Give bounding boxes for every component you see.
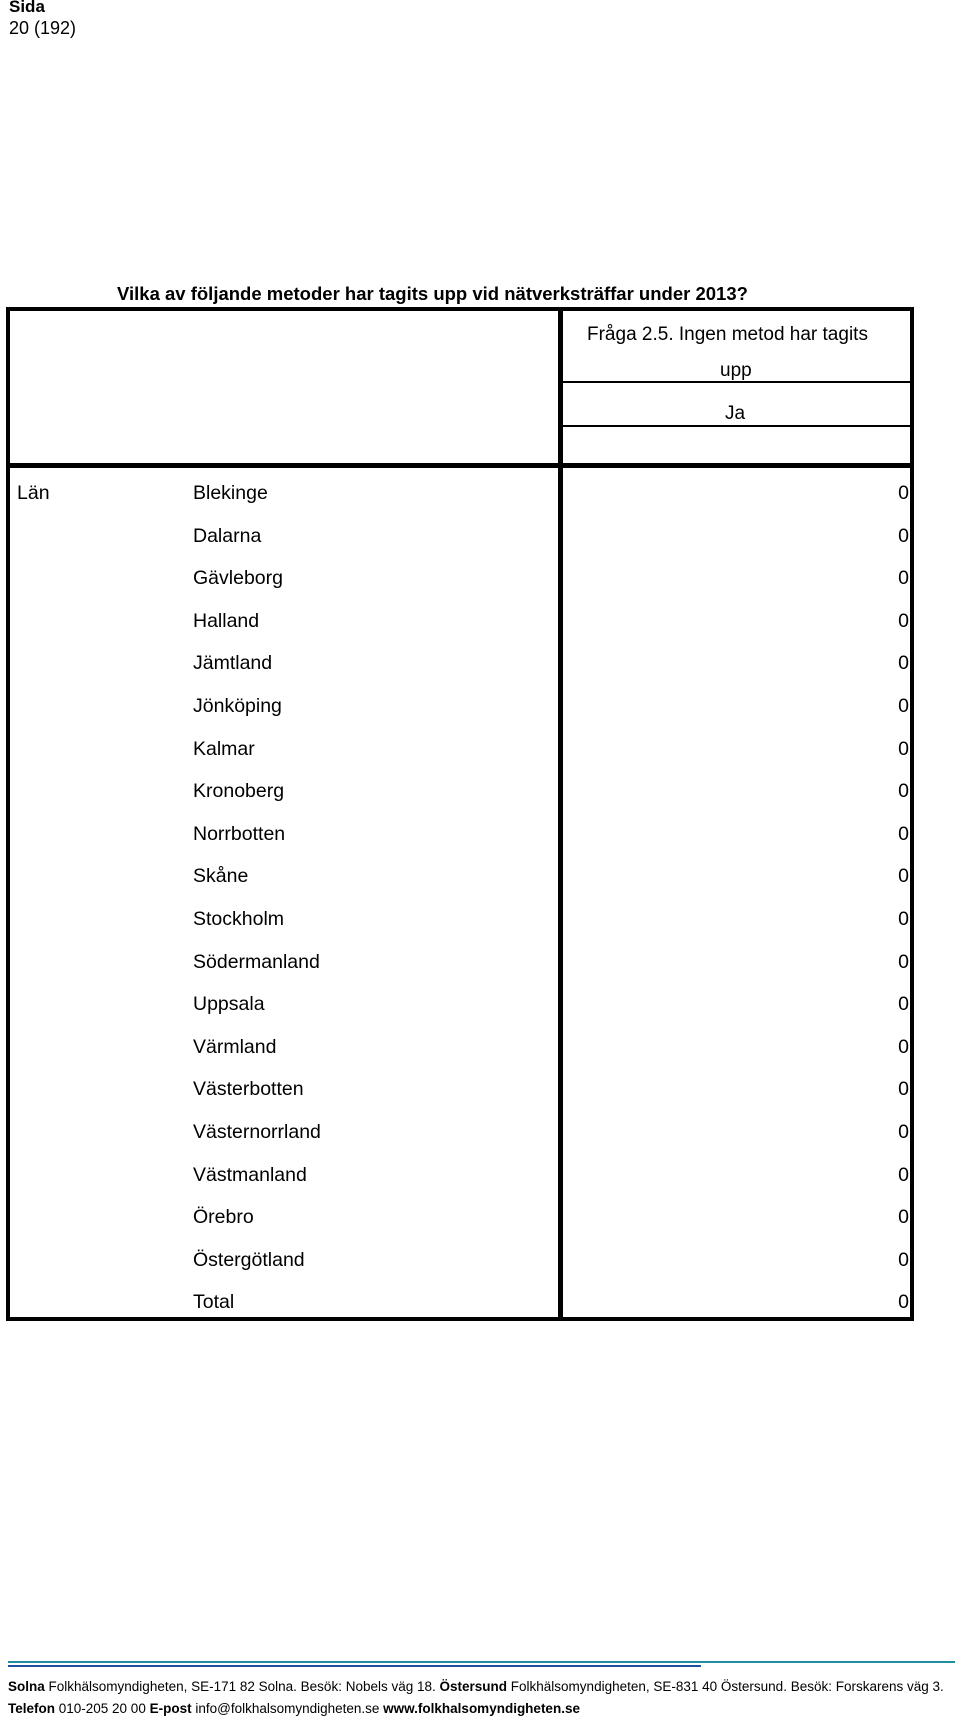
row-value: 0: [898, 993, 909, 1015]
crosstab-table: [6, 307, 914, 1321]
row-value: 0: [898, 823, 909, 845]
row-label: Kronoberg: [193, 780, 285, 802]
row-label: Västerbotten: [193, 1078, 304, 1100]
row-label: Dalarna: [193, 525, 262, 547]
row-value: 0: [898, 1249, 909, 1271]
footer-rule: [8, 1661, 955, 1663]
footer-segment: Folkhälsomyndigheten, SE-831 40 Östersund. Besök: Forskarens väg 3.: [507, 1679, 944, 1694]
subheader-rule: [563, 425, 911, 427]
row-value: 0: [898, 1036, 909, 1058]
page-number: 20 (192): [9, 18, 77, 38]
row-label: Värmland: [193, 1036, 277, 1058]
footer-segment: www.folkhalsomyndigheten.se: [383, 1701, 580, 1716]
row-label: Blekinge: [193, 482, 268, 504]
footer-segment: Telefon: [8, 1701, 55, 1716]
column-subheader: Ja: [725, 403, 746, 424]
row-group-label: Län: [17, 482, 50, 504]
footer-segment: Folkhälsomyndigheten, SE-171 82 Solna. Besök: Nobels väg 18.: [44, 1679, 440, 1694]
row-label: Total: [193, 1291, 235, 1313]
footer-segment: info@folkhalsomyndigheten.se: [191, 1701, 384, 1716]
table-title: Vilka av följande metoder har tagits upp vid nätverksträffar under 2013?: [117, 283, 748, 304]
row-value: 0: [898, 865, 909, 887]
row-value: 0: [898, 1206, 909, 1228]
footer-segment: E-post: [149, 1701, 192, 1716]
row-label: Västernorrland: [193, 1121, 321, 1143]
column-header-line1: Fråga 2.5. Ingen metod har tagits: [587, 324, 868, 345]
row-label: Skåne: [193, 865, 249, 887]
row-value: 0: [898, 567, 909, 589]
row-value: 0: [898, 908, 909, 930]
row-label: Örebro: [193, 1206, 254, 1228]
footer-segment: Östersund: [439, 1679, 508, 1694]
row-value: 0: [898, 652, 909, 674]
row-value: 0: [898, 951, 909, 973]
row-value: 0: [898, 1121, 909, 1143]
row-value: 0: [898, 482, 909, 504]
column-header-line2: upp: [720, 360, 752, 381]
footer-rule-accent: [8, 1665, 701, 1667]
row-label: Södermanland: [193, 951, 320, 973]
row-label: Västmanland: [193, 1164, 307, 1186]
row-label: Jönköping: [193, 695, 282, 717]
row-value: 0: [898, 1291, 909, 1313]
row-value: 0: [898, 1078, 909, 1100]
header-rule: [9, 463, 911, 468]
row-label: Halland: [193, 610, 260, 632]
row-value: 0: [898, 1164, 909, 1186]
page-label: Sida: [9, 0, 45, 16]
footer-segment: Solna: [8, 1679, 45, 1694]
row-label: Kalmar: [193, 738, 255, 760]
row-label: Stockholm: [193, 908, 285, 930]
row-label: Gävleborg: [193, 567, 283, 589]
row-value: 0: [898, 738, 909, 760]
row-label: Östergötland: [193, 1249, 305, 1271]
footer-contact-line: [8, 1701, 580, 1716]
footer-address-line: [8, 1679, 944, 1694]
row-label: Uppsala: [193, 993, 265, 1015]
row-value: 0: [898, 610, 909, 632]
row-label: Jämtland: [193, 652, 273, 674]
row-label: Norrbotten: [193, 823, 286, 845]
footer-segment: 010-205 20 00: [55, 1701, 150, 1716]
column-divider: [558, 310, 563, 1318]
row-value: 0: [898, 695, 909, 717]
row-value: 0: [898, 525, 909, 547]
row-value: 0: [898, 780, 909, 802]
